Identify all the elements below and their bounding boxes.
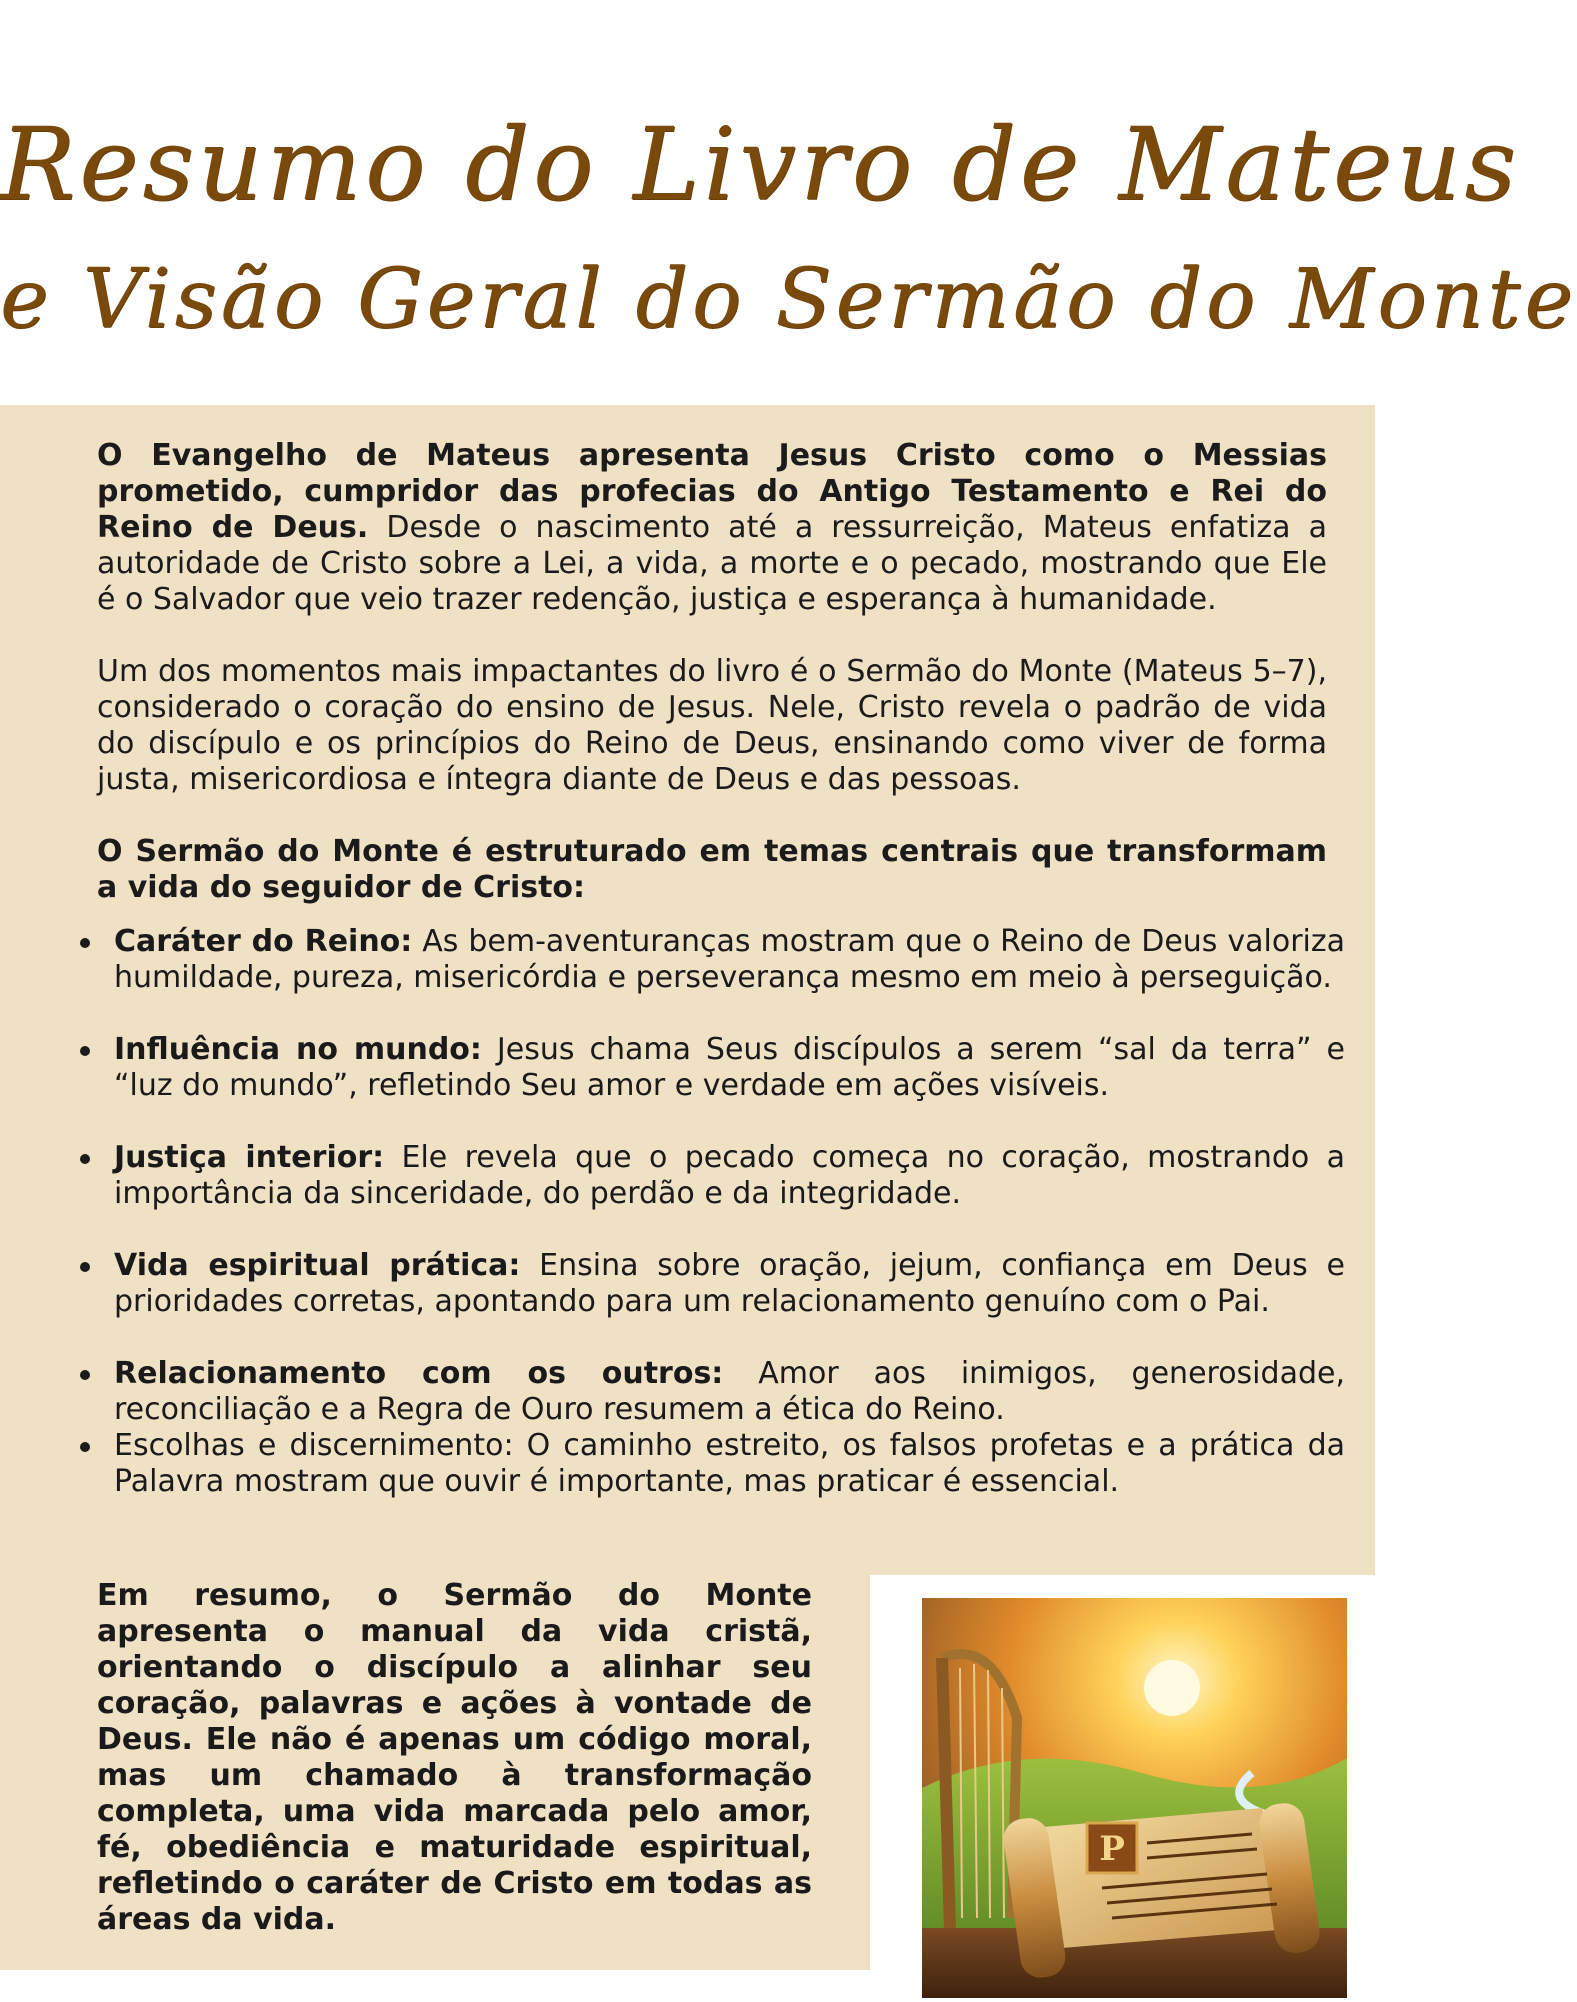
theme-text: Escolhas e discernimento: O caminho estreito, os falsos profetas e a prática da Palavra mostram que ouvir é importante, mas praticar é essencial. [114, 1428, 1345, 1499]
themes-heading: O Sermão do Monte é estruturado em temas centrais que transformam a vida do seguidor de Cristo: [97, 834, 1327, 905]
scroll-harp-landscape-icon [922, 1598, 1347, 1998]
list-item [60, 1140, 1345, 1212]
intro-text: Desde o nascimento até a ressurreição, Mateus enfatiza a autoridade de Cristo sobre a Lei, a vida, a morte e o pecado, mostrando que Ele é o Salvador que veio trazer redenção, justiça e esperança à humanidade. [97, 510, 1327, 617]
themes-list [60, 924, 1345, 1500]
theme-label: Relacionamento com os outros: [114, 1356, 724, 1391]
theme-label: Influência no mundo: [114, 1032, 482, 1067]
title-block [0, 0, 1577, 400]
sun [1144, 1660, 1200, 1716]
list-item [60, 1248, 1345, 1320]
list-item [60, 924, 1345, 996]
list-item [60, 1428, 1345, 1500]
scroll-initial: P [1099, 1829, 1125, 1869]
intro-section [97, 438, 1327, 906]
intro-bold: O Evangelho de Mateus apresenta Jesus Cristo como o Messias prometido, cumpridor das profecias do Antigo Testamento e Rei do Reino de Deus. [97, 438, 1327, 545]
theme-label: Caráter do Reino: [114, 924, 413, 959]
list-item [60, 1356, 1345, 1428]
list-item [60, 1032, 1345, 1104]
theme-text: Ele revela que o pecado começa no coração, mostrando a importância da sinceridade, do perdão e da integridade. [114, 1140, 1345, 1211]
page-subtitle: e Visão Geral do Sermão do Monte [0, 252, 1577, 347]
theme-label: Vida espiritual prática: [114, 1248, 521, 1283]
intro-paragraph [97, 438, 1327, 618]
theme-text: Amor aos inimigos, generosidade, reconciliação e a Regra de Ouro resumem a ética do Reino. [114, 1356, 1345, 1427]
theme-text: Jesus chama Seus discípulos a serem “sal da terra” e “luz do mundo”, refletindo Seu amor e verdade em ações visíveis. [114, 1032, 1345, 1103]
theme-text: Ensina sobre oração, jejum, confiança em Deus e prioridades corretas, apontando para um relacionamento genuíno com o Pai. [114, 1248, 1345, 1319]
summary-paragraph: Em resumo, o Sermão do Monte apresenta o manual da vida cristã, orientando o discípulo a alinhar seu coração, palavras e ações à vontade de Deus. Ele não é apenas um código moral, mas um chamado à transformação completa, uma vida marcada pelo amor, fé, obediência e maturidade espiritual, refletindo o caráter de Cristo em todas as áreas da vida. [97, 1578, 812, 1937]
theme-label: Justiça interior: [114, 1140, 385, 1175]
page-title: Resumo do Livro de Mateus [0, 106, 1520, 223]
sermon-paragraph: Um dos momentos mais impactantes do livro é o Sermão do Monte (Mateus 5–7), considerado o coração do ensino de Jesus. Nele, Cristo revela o padrão de vida do discípulo e os princípios do Reino de Deus, ensinando como viver de forma justa, misericordiosa e íntegra diante de Deus e das pessoas. [97, 654, 1327, 797]
theme-text: As bem-aventuranças mostram que o Reino de Deus valoriza humildade, pureza, misericórdia e perseverança mesmo em meio à perseguição. [114, 924, 1345, 995]
